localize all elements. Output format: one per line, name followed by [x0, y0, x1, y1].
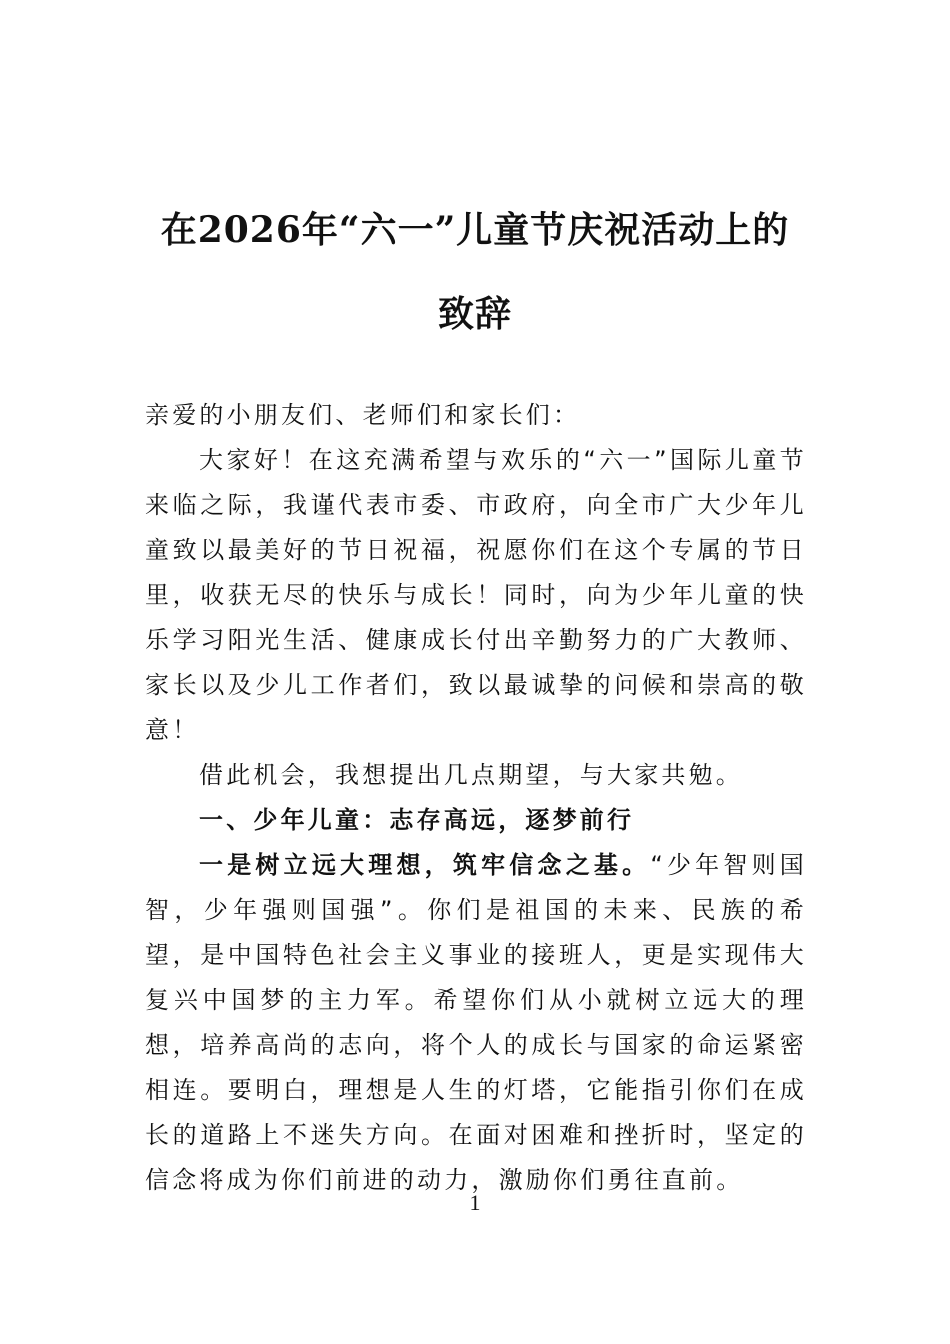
paragraph-greeting: 大家好！在这充满希望与欢乐的“六一”国际儿童节来临之际，我谨代表市委、市政府，向全市广大少年儿童致以最美好的节日祝福，祝愿你们在这个专属的节日里，收获无尽的快乐与成长！同时，向为少年儿童的快乐学习阳光生活、健康成长付出辛勤努力的广大教师、家长以及少儿工作者们，致以最诚挚的问候和崇高的敬意！ — [145, 446, 807, 744]
paragraph-ideals-text: “少年智则国智，少年强则国强”。你们是祖国的未来、民族的希望，是中国特色社会主义事业的接班人，更是实现伟大复兴中国梦的主力军。希望你们从小就树立远大的理想，培养高尚的志向，将个人的成长与国家的命运紧密相连。要明白，理想是人生的灯塔，它能指引你们在成长的道路上不迷失方向。在面对困难和挫折时，坚定的信念将成为你们前进的动力，激励你们勇往直前。 — [145, 851, 807, 1194]
paragraph-expectations: 借此机会，我想提出几点期望，与大家共勉。 — [199, 761, 743, 789]
document-title: 在2026年“六一”儿童节庆祝活动上的致辞 — [160, 209, 790, 335]
page-number: 1 — [469, 1190, 481, 1215]
section-heading-1: 一、少年儿童：志存高远，逐梦前行 — [199, 806, 635, 834]
salutation: 亲爱的小朋友们、老师们和家长们： — [145, 401, 581, 429]
paragraph-ideals-lead: 一是树立远大理想，筑牢信念之基。 — [199, 851, 651, 879]
paragraph-ideals — [145, 843, 807, 1203]
document-body — [145, 393, 807, 1203]
